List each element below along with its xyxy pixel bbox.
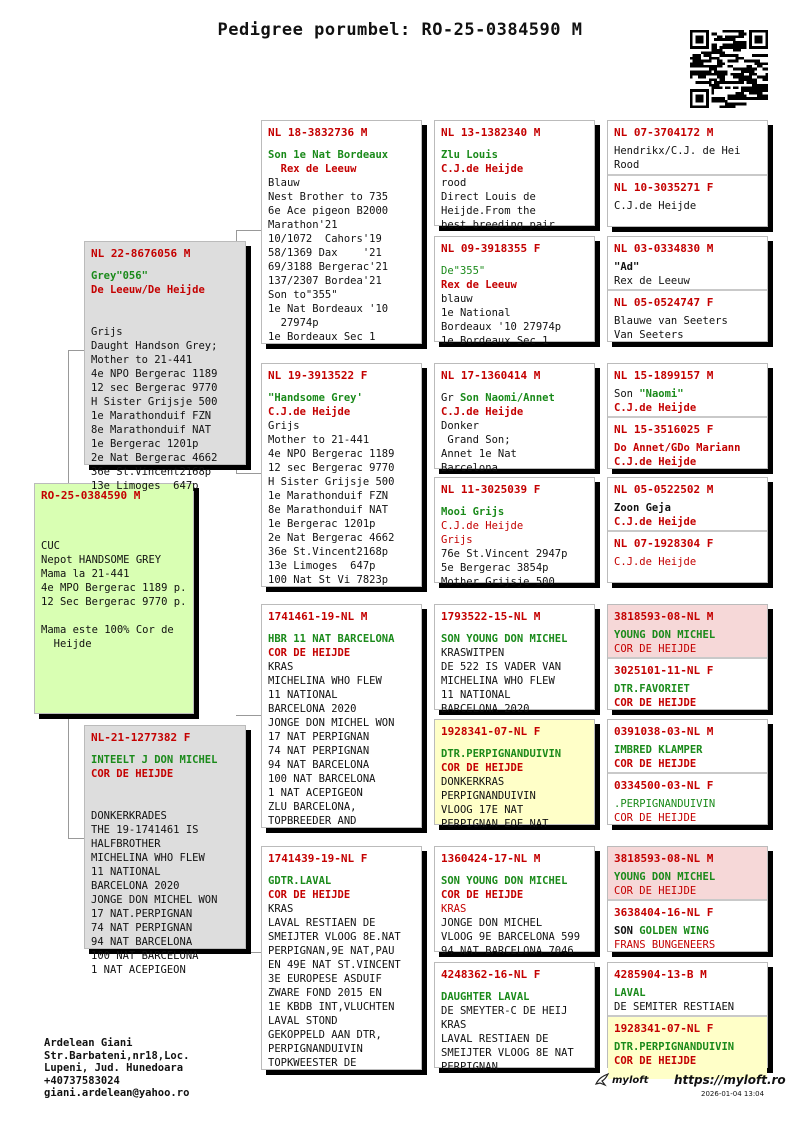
gen3-card-4[interactable]: NL 11-3025039 F Mooi Grijs C.J.de Heijde Grijs 76e St.Vincent 2947p 5e Bergerac 3854p Mother Grijsje 500 xyxy=(434,477,595,583)
father-notes: Grijs Daught Handson Grey; Mother to 21-441 4e NPO Bergerac 1189 12 sec Bergerac 9770 H Sister Grijsje 500 1e Marathonduif FZN 8e Marathonduif NAT 1e Bergerac 1201p 2e Nat Bergerac 4662 36e St.Vincent2168p 13e Limoges 647p xyxy=(91,326,218,492)
pigeon-name: Son Naomi/Annet xyxy=(459,392,555,404)
pigeon-name: DTR.PERPIGNANDUIVIN xyxy=(441,748,562,760)
page-title: Pedigree porumbel: RO-25-0384590 M xyxy=(217,20,583,40)
gen3-card-5[interactable]: 1793522-15-NL M SON YOUNG DON MICHEL KRASWITPEN DE 522 IS VADER VAN MICHELINA WHO FLEW 11 NATIONAL BARCELONA 2020 xyxy=(434,604,595,710)
pigeon-name: YOUNG DON MICHEL xyxy=(614,629,716,641)
breeder: COR DE HEIJDE xyxy=(614,812,697,824)
gen3-card-7[interactable]: 1360424-17-NL M SON YOUNG DON MICHEL COR DE HEIJDE KRAS JONGE DON MICHEL VLOOG 9E BARCELONA 599 94 NAT BARCELONA 7046 xyxy=(434,846,595,952)
mother-breeder: COR DE HEIJDE xyxy=(91,768,174,780)
father-ring: NL 22-8676056 M xyxy=(91,247,191,260)
gen4-card-7[interactable]: 3818593-08-NL M YOUNG DON MICHEL COR DE HEIJDE 3638404-16-NL F SON GOLDEN WING FRANS BUNGENEERS xyxy=(607,846,768,952)
mother-notes: DONKERKRADES THE 19-1741461 IS HALFBROTHER MICHELINA WHO FLEW 11 NATIONAL BARCELONA 2020 JONGE DON MICHEL WON 17 NAT.PERPIGNAN 74 NAT PERPIGNAN 94 NAT BARCELONA 100 NAT BARCELONA 1 NAT ACEPIGEON xyxy=(91,810,218,976)
gen3-card-3[interactable]: NL 17-1360414 M Gr Son Naomi/Annet C.J.de Heijde Donker Grand Son; Annet 1e Nat Barcelona xyxy=(434,363,595,469)
breeder: FRANS BUNGENEERS xyxy=(614,939,716,951)
pigeon-icon xyxy=(594,1072,612,1088)
ring-number: 1793522-15-NL M xyxy=(441,610,541,623)
pigeon-name: HBR 11 NAT BARCELONA xyxy=(268,633,395,645)
color: KRAS xyxy=(441,903,467,915)
owner-address-2: Lupeni, Jud. Hunedoara xyxy=(44,1062,184,1074)
breeder: COR DE HEIJDE xyxy=(441,889,524,901)
pigeon-name: .PERPIGNANDUIVIN xyxy=(614,798,716,810)
pigeon-name: DTR.FAVORIET xyxy=(614,683,690,695)
ring-number: NL 17-1360414 M xyxy=(441,369,541,382)
pigeon-name: De"355" xyxy=(441,265,486,277)
ring-number: 3638404-16-NL F xyxy=(614,906,714,919)
ring-number: NL 05-0524747 F xyxy=(614,296,714,309)
breeder: C.J.de Heijde xyxy=(614,402,697,414)
gen3-card-1[interactable]: NL 13-1382340 M Zlu Louis C.J.de Heijde rood Direct Louis de Heijde.From the best breeding pair xyxy=(434,120,595,226)
dam-sire-card[interactable] xyxy=(261,604,422,828)
ring-number: NL 05-0522502 M xyxy=(614,483,714,496)
pigeon-name: SON YOUNG DON MICHEL xyxy=(441,875,568,887)
breeder: C.J.de Heijde xyxy=(268,406,351,418)
pigeon-name: DTR.PERPIGNANDUIVIN xyxy=(614,1041,735,1053)
breeder: C.J.de Heijde xyxy=(441,163,524,175)
myloft-logo: myloft xyxy=(594,1072,648,1088)
site-link[interactable]: https://myloft.ro xyxy=(674,1073,786,1087)
owner-address: Str.Barbateni,nr18,Loc. xyxy=(44,1049,190,1062)
ring-number: 1360424-17-NL M xyxy=(441,852,541,865)
pigeon-name: GOLDEN WING xyxy=(639,925,709,937)
pigeon-name: Zoon Geja xyxy=(614,502,671,514)
qr-code xyxy=(690,30,768,108)
pigeon-name: Zlu Louis xyxy=(441,149,498,161)
gen4-card-5[interactable] xyxy=(607,604,768,710)
sire-sire-card[interactable] xyxy=(261,120,422,344)
ring-number: 1741439-19-NL F xyxy=(268,852,368,865)
ring-number: NL 15-1899157 M xyxy=(614,369,714,382)
breeder: C.J.de Heijde xyxy=(614,556,697,568)
pigeon-name: Mooi Grijs xyxy=(441,506,505,518)
notes: Blauw Nest Brother to 735 6e Ace pigeon B2000 Marathon'21 10/1072 Cahors'19 58/1369 Dax '21 69/3188 Bergerac'21 137/2307 Bordea'21 Son to"355" 1e Nat Bordeaux '10 27974p 1e Bordeaux Sec 1 xyxy=(268,177,389,343)
ring-number: NL 19-3913522 F xyxy=(268,369,368,382)
notes: KRAS LAVAL RESTIAEN DE SMEIJTER VLOOG 8E.NAT PERPIGNAN,9E NAT,PAU EN 49E NAT ST.VINCENT 3E EUROPESE ASDUIF ZWARE FOND 2015 EN 1E KBDB INT,VLUCHTEN LAVAL STOND GEKOPPELD AAN DTR, PERPIGNANDUIVIN TOPKWEESTER DE xyxy=(268,903,401,1069)
pigeon-name: LAVAL xyxy=(614,987,646,999)
breeder: C.J.de Heijde xyxy=(614,516,697,528)
breeder: COR DE HEIJDE xyxy=(268,889,351,901)
ring-number: NL 18-3832736 M xyxy=(268,126,368,139)
ring-number: 0391038-03-NL M xyxy=(614,725,714,738)
pigeon-name: Son 1e Nat Bordeaux xyxy=(268,149,389,161)
gen3-card-2[interactable]: NL 09-3918355 F De"355" Rex de Leeuw blauw 1e National Bordeaux '10 27974p 1e Bordeaux Sec 1 xyxy=(434,236,595,342)
gen3-card-6[interactable]: 1928341-07-NL F DTR.PERPIGNANDUIVIN COR DE HEIJDE DONKERKRAS PERPIGNANDUIVIN VLOOG 17E NAT PERPIGNAN EOE NAT xyxy=(434,719,595,825)
breeder: C.J.de Heijde xyxy=(441,406,524,418)
ring-number: 4285904-13-B M xyxy=(614,968,707,981)
dam-dam-card[interactable] xyxy=(261,846,422,1070)
ring-number: NL 03-0334830 M xyxy=(614,242,714,255)
pigeon-name: Do Annet/GDo Mariann xyxy=(614,442,741,454)
ring-number: 1928341-07-NL F xyxy=(614,1022,714,1035)
owner-email: giani.ardelean@yahoo.ro xyxy=(44,1087,190,1099)
notes: KRAS MICHELINA WHO FLEW 11 NATIONAL BARCELONA 2020 JONGE DON MICHEL WON 17 NAT PERPIGNAN 74 NAT PERPIGNAN 94 NAT BARCELONA 100 NAT BARCELONA 1 NAT ACEPIGEON ZLU BARCELONA, TOPBREEDER AND xyxy=(268,661,395,827)
pigeon-name: "Handsome Grey' xyxy=(268,392,363,404)
gen4-card-8[interactable]: 4285904-13-B M LAVAL DE SEMITER RESTIAEN 1928341-07-NL F DTR.PERPIGNANDUIVIN COR DE HEIJDE xyxy=(607,962,768,1068)
ring-number: NL 15-3516025 F xyxy=(614,423,714,436)
pigeon-name: GDTR.LAVAL xyxy=(268,875,332,887)
breeder: COR DE HEIJDE xyxy=(614,758,697,770)
breeder: C.J.de Heijde xyxy=(441,520,524,532)
mother-name: INTEELT J DON MICHEL xyxy=(91,754,218,766)
ring-number: NL 07-1928304 F xyxy=(614,537,714,550)
owner-info xyxy=(44,1037,189,1100)
subject-ring: RO-25-0384590 M xyxy=(41,489,141,502)
ring-number: NL 13-1382340 M xyxy=(441,126,541,139)
pigeon-name: SON YOUNG DON MICHEL xyxy=(441,633,568,645)
breeder: COR DE HEIJDE xyxy=(441,762,524,774)
breeder: COR DE HEIJDE xyxy=(614,1055,697,1067)
sire-dam-card[interactable] xyxy=(261,363,422,587)
notes: Grijs Mother to 21-441 4e NPO Bergerac 1189 12 sec Bergerac 9770 H Sister Grijsje 500 1e Marathonduif FZN 8e Marathonduif NAT 1e Bergerac 1201p 2e Nat Bergerac 4662 36e St.Vincent2168p 13e Limoges 647p 100 Nat St Vi 7823p xyxy=(268,420,395,586)
gen4-card-3[interactable]: NL 15-1899157 M Son "Naomi" C.J.de Heijde NL 15-3516025 F Do Annet/GDo Mariann C.J.de Heijde xyxy=(607,363,768,469)
gen3-card-8[interactable]: 4248362-16-NL F DAUGHTER LAVAL DE SMEYTER-C DE HEIJ KRAS LAVAL RESTIAEN DE SMEIJTER VLOOG 8E NAT PERPIGNAN xyxy=(434,962,595,1068)
breeder: COR DE HEIJDE xyxy=(614,885,697,897)
ring-number: NL 09-3918355 F xyxy=(441,242,541,255)
ring-number: 0334500-03-NL F xyxy=(614,779,714,792)
ring-number: 4248362-16-NL F xyxy=(441,968,541,981)
gen4-card-2[interactable]: NL 03-0334830 M "Ad" Rex de Leeuw NL 05-0524747 F Blauwe van Seeters Van Seeters xyxy=(607,236,768,342)
breeder: Rex de Leeuw xyxy=(268,163,357,175)
ring-number: 3025101-11-NL F xyxy=(614,664,714,677)
mother-card[interactable] xyxy=(84,725,246,976)
mother-ring: NL-21-1277382 F xyxy=(91,731,191,744)
pigeon-name: IMBRED KLAMPER xyxy=(614,744,703,756)
breeder: C.J.de Heijde xyxy=(614,456,697,468)
pigeon-name: YOUNG DON MICHEL xyxy=(614,871,716,883)
breeder: Rex de Leeuw xyxy=(441,279,517,291)
color: Grijs xyxy=(441,534,473,546)
father-breeder: De Leeuw/De Heijde xyxy=(91,284,205,296)
breeder: COR DE HEIJDE xyxy=(614,643,697,655)
gen4-card-6[interactable] xyxy=(607,719,768,825)
breeder: COR DE HEIJDE xyxy=(268,647,351,659)
print-date: 2026-01-04 13:04 xyxy=(701,1090,765,1098)
gen4-card-4[interactable] xyxy=(607,477,768,583)
pigeon-name: "Ad" xyxy=(614,261,640,273)
owner-phone: +40737583024 xyxy=(44,1074,120,1087)
breeder: COR DE HEIJDE xyxy=(614,697,697,709)
father-name: Grey"056" xyxy=(91,270,148,282)
gen4-card-1[interactable]: NL 07-3704172 M Hendrikx/C.J. de Hei Rood NL 10-3035271 F C.J.de Heijde xyxy=(607,120,768,227)
ring-number: 3818593-08-NL M xyxy=(614,610,714,623)
ring-number: NL 11-3025039 F xyxy=(441,483,541,496)
pigeon-name: DAUGHTER LAVAL xyxy=(441,991,530,1003)
owner-name: Ardelean Giani xyxy=(44,1037,133,1049)
ring-number: NL 10-3035271 F xyxy=(614,181,714,194)
ring-number: 3818593-08-NL M xyxy=(614,852,714,865)
ring-number: 1741461-19-NL M xyxy=(268,610,368,623)
pigeon-name: "Naomi" xyxy=(639,388,684,400)
father-card[interactable] xyxy=(84,241,246,492)
subject-notes: CUC Nepot HANDSOME GREY Mama la 21-441 4e MPO Bergerac 1189 p. 12 Sec Bergerac 9770 p. Mama este 100% Cor de Heijde xyxy=(41,540,187,650)
ring-number: 1928341-07-NL F xyxy=(441,725,541,738)
ring-number: NL 07-3704172 M xyxy=(614,126,714,139)
